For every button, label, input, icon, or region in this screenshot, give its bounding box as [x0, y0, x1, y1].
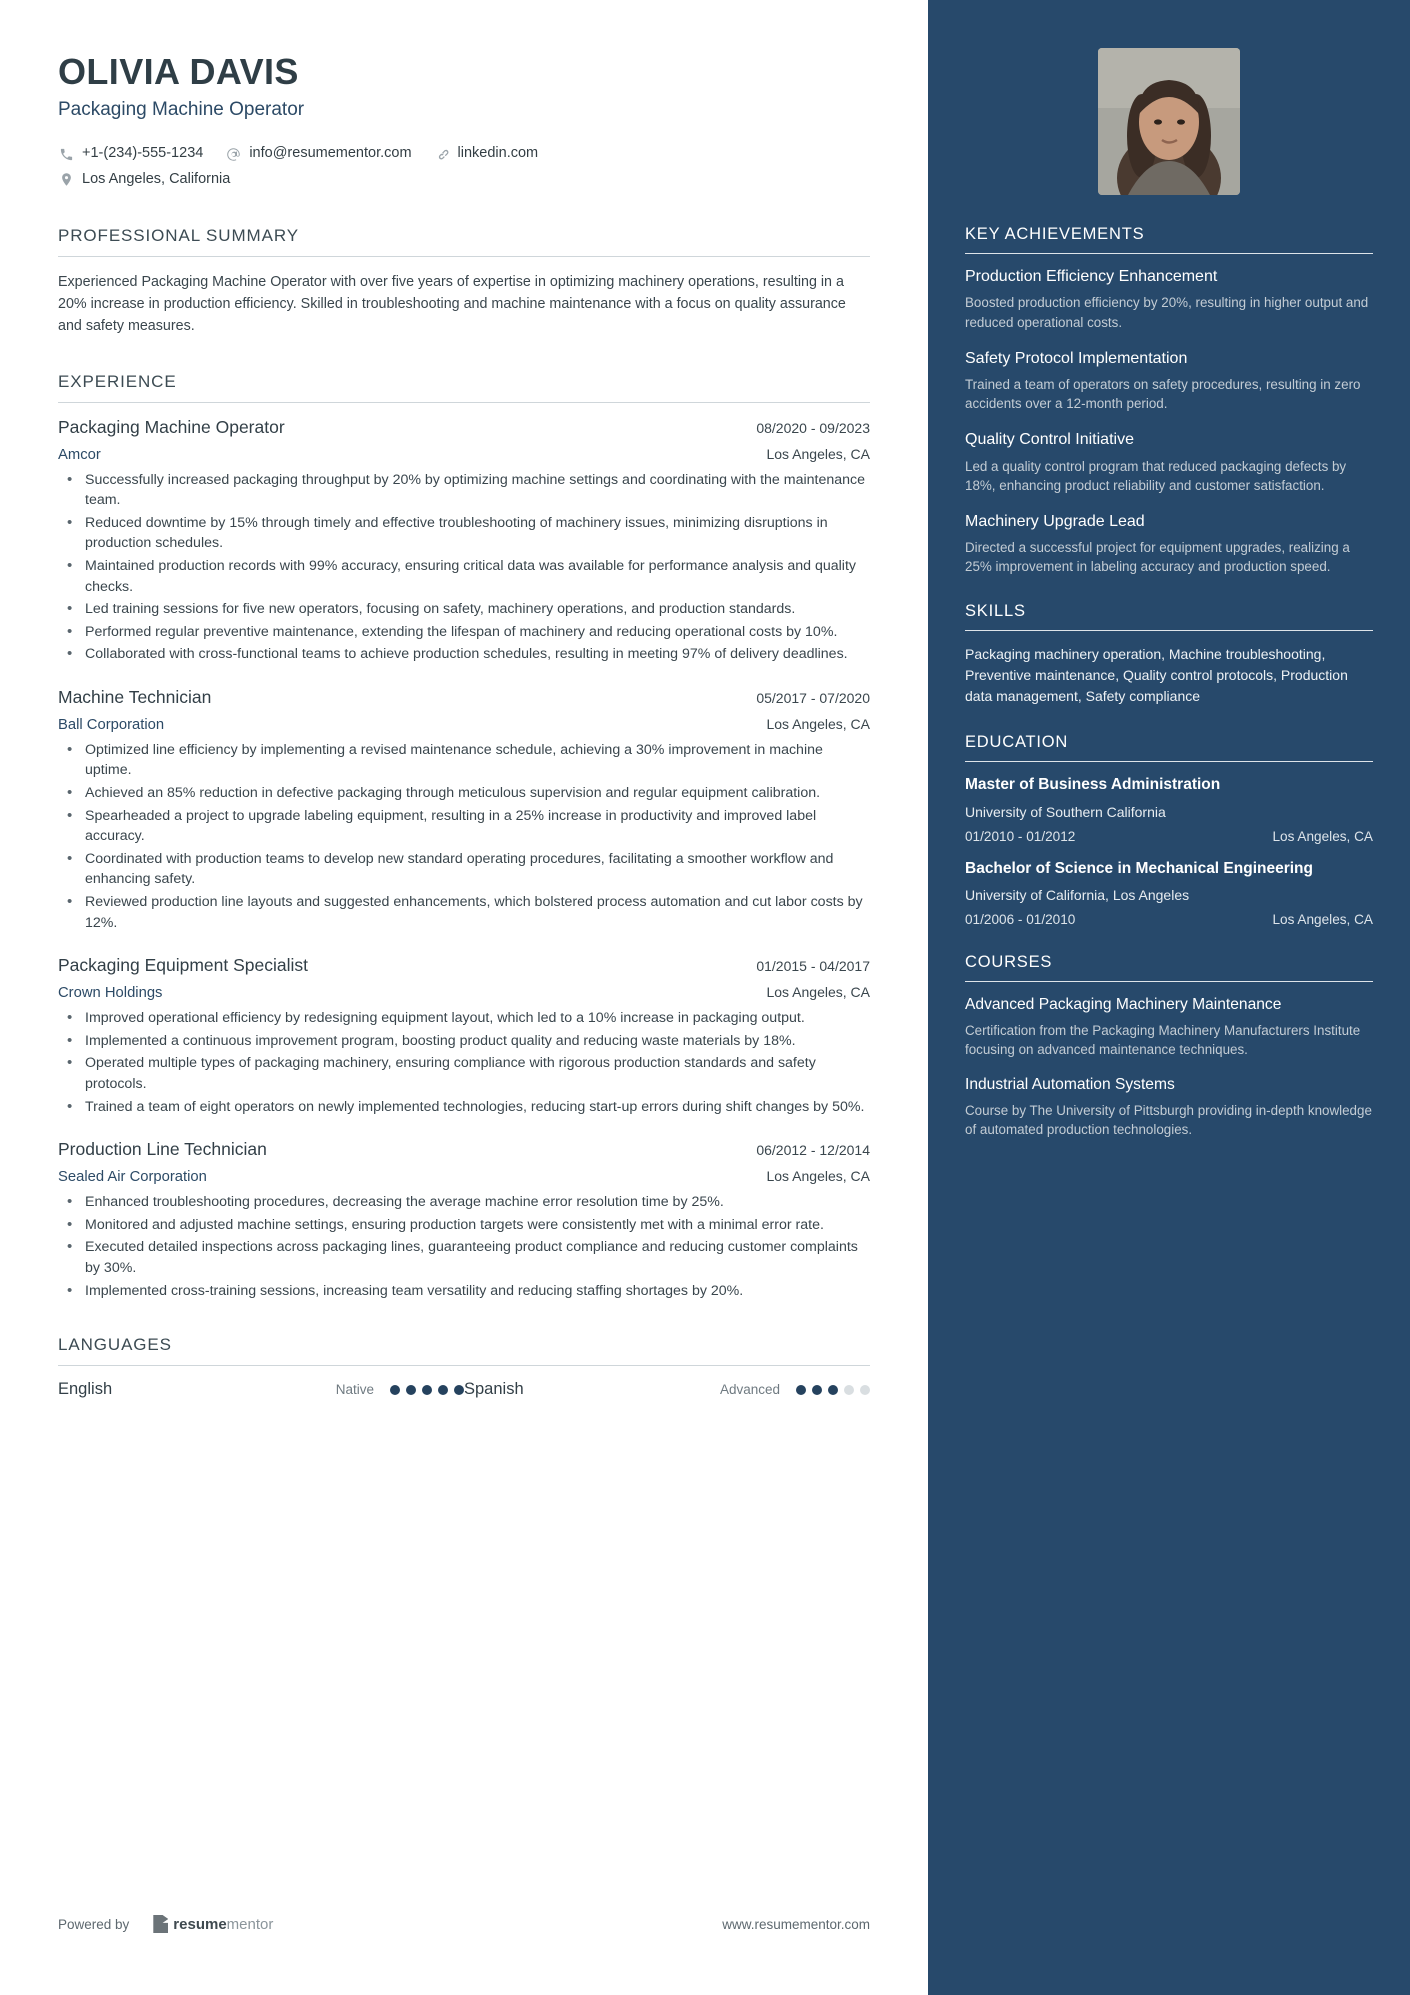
divider: [965, 253, 1373, 254]
job-dates: 08/2020 - 09/2023: [756, 419, 870, 436]
education-item: [965, 775, 1373, 843]
education-degree: Master of Business Administration: [965, 776, 1221, 794]
contact-linkedin[interactable]: [434, 141, 539, 166]
job-bullet: • Achieved an 85% reduction in defective packaging through meticulous supervision and regular equipment calibration.: [58, 783, 870, 804]
section-languages: [58, 1335, 870, 1399]
contact-line-location: [58, 167, 870, 192]
language-rating-dot: [844, 1385, 854, 1395]
job-location: Los Angeles, CA: [766, 715, 870, 732]
job-bullet: • Executed detailed inspections across packaging lines, guaranteeing product compliance and reducing customer complaints by 30%.: [58, 1237, 870, 1278]
education-degree: Bachelor of Science in Mechanical Engineering: [965, 859, 1313, 877]
contact-phone-text: +1-(234)-555-1234: [82, 145, 204, 162]
job-bullet: • Reviewed production line layouts and suggested enhancements, which bolstered process automation and cut labor costs by 12%.: [58, 892, 870, 933]
job-dates: 06/2012 - 12/2014: [756, 1142, 870, 1159]
brand-name-bold: resume: [173, 1915, 227, 1933]
language-item: [464, 1380, 870, 1399]
language-rating-dot: [454, 1385, 464, 1395]
experience-subheader: [58, 984, 870, 1001]
divider: [58, 402, 870, 403]
job-bullet: • Reduced downtime by 15% through timely and effective troubleshooting of machinery issues, minimizing disruptions in production schedules.: [58, 513, 870, 554]
language-rating-dot: [860, 1385, 870, 1395]
experience-subheader: [58, 716, 870, 733]
language-rating: [796, 1385, 870, 1395]
achievement-item: [965, 267, 1373, 332]
resumementor-mark-icon: [153, 1915, 168, 1933]
course-item: [965, 995, 1373, 1059]
language-level: Advanced: [719, 1382, 780, 1398]
course-title: Industrial Automation Systems: [965, 1075, 1175, 1093]
footer: [58, 1915, 870, 1933]
section-heading-experience: EXPERIENCE: [58, 371, 177, 391]
language-rating-dot: [812, 1385, 822, 1395]
job-location: Los Angeles, CA: [766, 1168, 870, 1185]
achievements-list: [965, 267, 1373, 576]
achievement-description: Directed a successful project for equipment upgrades, realizing a 25% improvement in labeling accuracy and production speed.: [965, 540, 1350, 575]
job-bullet: • Operated multiple types of packaging machinery, ensuring compliance with rigorous production standards and safety protocols.: [58, 1053, 870, 1094]
section-heading-courses: COURSES: [965, 952, 1053, 971]
job-bullet: • Improved operational efficiency by redesigning equipment layout, which led to a 10% increase in packaging output.: [58, 1008, 870, 1029]
section-heading-languages: LANGUAGES: [58, 1335, 172, 1355]
education-location: Los Angeles, CA: [1272, 828, 1373, 844]
experience-header: [58, 687, 870, 708]
language-rating: [390, 1385, 464, 1395]
achievement-item: [965, 349, 1373, 414]
powered-by-block: [58, 1915, 273, 1933]
job-role: Production Line Technician: [58, 1139, 267, 1160]
job-bullet: • Successfully increased packaging throughput by 20% by optimizing machine settings and coordinating with the maintenance team.: [58, 470, 870, 511]
powered-by-label: Powered by: [58, 1916, 130, 1932]
education-location: Los Angeles, CA: [1272, 911, 1373, 927]
courses-list: [965, 995, 1373, 1139]
contact-line-primary: [58, 141, 870, 166]
education-school: University of Southern California: [965, 803, 1166, 820]
languages-list: [58, 1380, 870, 1399]
avatar: [1098, 48, 1240, 195]
course-title: Advanced Packaging Machinery Maintenance: [965, 995, 1282, 1013]
section-professional-summary: [58, 226, 870, 337]
job-company: Sealed Air Corporation: [58, 1169, 207, 1186]
section-skills: [965, 602, 1373, 707]
job-bullet: • Coordinated with production teams to develop new standard operating procedures, facilitating a smoother workflow and enhancing safety.: [58, 849, 870, 890]
achievement-description: Trained a team of operators on safety procedures, resulting in zero accidents over a 12-month period.: [965, 377, 1361, 412]
job-bullet: • Implemented cross-training sessions, increasing team versatility and reducing staffing shortages by 20%.: [58, 1281, 870, 1302]
divider: [58, 1365, 870, 1366]
divider: [965, 630, 1373, 631]
education-dates: 01/2006 - 01/2010: [965, 911, 1076, 927]
language-item: [58, 1380, 464, 1399]
contact-email[interactable]: [225, 141, 411, 166]
education-meta: [965, 829, 1373, 844]
section-heading-achievements: KEY ACHIEVEMENTS: [965, 225, 1145, 243]
job-bullets: [58, 1008, 870, 1117]
footer-website[interactable]: www.resumementor.com: [722, 1916, 870, 1932]
job-dates: 01/2015 - 04/2017: [756, 958, 870, 975]
job-bullet: • Spearheaded a project to upgrade labeling equipment, resulting in a 25% increase in productivity and improved label accuracy.: [58, 806, 870, 847]
section-heading-education: EDUCATION: [965, 733, 1069, 752]
experience-header: [58, 955, 870, 976]
section-education: [965, 733, 1373, 927]
language-name: Spanish: [464, 1380, 524, 1399]
experience-item: [58, 1139, 870, 1301]
experience-header: [58, 1139, 870, 1160]
education-school: University of California, Los Angeles: [965, 886, 1190, 903]
link-icon: [434, 146, 451, 163]
achievement-title: Machinery Upgrade Lead: [965, 512, 1145, 530]
course-description: Course by The University of Pittsburgh providing in-depth knowledge of automated production technologies.: [965, 1102, 1372, 1137]
language-rating-dot: [422, 1385, 432, 1395]
job-role: Packaging Machine Operator: [58, 416, 285, 437]
section-key-achievements: [965, 225, 1373, 576]
experience-list: [58, 417, 870, 1302]
achievement-title: Production Efficiency Enhancement: [965, 268, 1218, 285]
education-item: [965, 859, 1373, 927]
contact-linkedin-text: linkedin.com: [457, 145, 539, 162]
experience-item: [58, 687, 870, 933]
contact-info: [58, 141, 870, 192]
section-heading-skills: SKILLS: [965, 602, 1026, 621]
job-bullet: • Led training sessions for five new operators, focusing on safety, machinery operations, and production standards.: [58, 599, 870, 620]
job-company: Crown Holdings: [58, 985, 163, 1002]
course-description: Certification from the Packaging Machinery Manufacturers Institute focusing on advanced maintenance techniques.: [965, 1022, 1361, 1057]
avatar-container: [965, 48, 1373, 195]
section-experience: [58, 372, 870, 1302]
course-item: [965, 1075, 1373, 1139]
location-pin-icon: [58, 171, 75, 188]
education-list: [965, 775, 1373, 927]
job-bullets: [58, 470, 870, 665]
achievement-title: Quality Control Initiative: [965, 431, 1134, 449]
education-meta: [965, 912, 1373, 927]
language-level: Native: [335, 1382, 374, 1398]
job-bullet: • Enhanced troubleshooting procedures, decreasing the average machine error resolution time by 25%.: [58, 1192, 870, 1213]
job-company: Ball Corporation: [58, 716, 165, 733]
experience-item: [58, 417, 870, 665]
experience-subheader: [58, 1168, 870, 1185]
achievement-description: Boosted production efficiency by 20%, resulting in higher output and reduced operational costs.: [965, 295, 1369, 330]
job-title-subtitle: Packaging Machine Operator: [58, 99, 305, 121]
divider: [965, 761, 1373, 762]
achievement-title: Safety Protocol Implementation: [965, 349, 1188, 367]
divider: [58, 256, 870, 257]
sidebar: [928, 0, 1410, 1995]
resumementor-logo: [153, 1915, 273, 1933]
achievement-item: [965, 512, 1373, 577]
summary-text: Experienced Packaging Machine Operator with over five years of expertise in optimizing machinery operations, resulting in a 20% increase in production efficiency. Skilled in troubleshooting and machine maintenance with a focus on quality assurance and safety measures.: [58, 274, 846, 335]
experience-subheader: [58, 446, 870, 463]
job-bullet: • Implemented a continuous improvement program, boosting product quality and reducing waste materials by 18%.: [58, 1031, 870, 1052]
brand-name-light: mentor: [226, 1915, 274, 1933]
language-rating-dot: [438, 1385, 448, 1395]
phone-icon: [58, 146, 75, 163]
job-bullet: • Trained a team of eight operators on newly implemented technologies, reducing start-up errors during shift changes by 50%.: [58, 1097, 870, 1118]
language-rating-dot: [390, 1385, 400, 1395]
skills-text: Packaging machinery operation, Machine troubleshooting, Preventive maintenance, Quality control protocols, Production data management, Safety compliance: [965, 646, 1348, 705]
job-bullet: • Monitored and adjusted machine settings, ensuring production targets were consistently met with a minimal error rate.: [58, 1215, 870, 1236]
experience-header: [58, 417, 870, 438]
language-rating-dot: [828, 1385, 838, 1395]
job-bullet: • Collaborated with cross-functional teams to achieve production schedules, resulting in meeting 97% of delivery deadlines.: [58, 644, 870, 665]
contact-phone[interactable]: [58, 141, 203, 166]
language-rating-dot: [406, 1385, 416, 1395]
job-company: Amcor: [58, 446, 101, 463]
job-bullet: • Optimized line efficiency by implementing a revised maintenance schedule, achieving a 30% improvement in machine uptime.: [58, 740, 870, 781]
email-icon: [225, 146, 242, 163]
job-role: Packaging Equipment Specialist: [58, 955, 309, 976]
achievement-item: [965, 430, 1373, 495]
education-dates: 01/2010 - 01/2012: [965, 828, 1076, 844]
language-rating-dot: [796, 1385, 806, 1395]
job-role: Machine Technician: [58, 686, 212, 707]
page-title: OLIVIA DAVIS: [58, 51, 299, 92]
contact-location: [58, 167, 230, 192]
section-heading-summary: PROFESSIONAL SUMMARY: [58, 226, 299, 246]
job-location: Los Angeles, CA: [766, 445, 870, 462]
job-bullet: • Performed regular preventive maintenance, extending the lifespan of machinery and reducing operational costs by 10%.: [58, 622, 870, 643]
job-bullets: [58, 740, 870, 933]
section-courses: [965, 953, 1373, 1139]
language-name: English: [58, 1380, 113, 1399]
achievement-description: Led a quality control program that reduced packaging defects by 18%, enhancing product reliability and customer satisfaction.: [965, 458, 1347, 493]
experience-item: [58, 955, 870, 1117]
contact-location-text: Los Angeles, California: [82, 170, 231, 187]
job-bullets: [58, 1192, 870, 1301]
divider: [965, 981, 1373, 982]
contact-email-text: info@resumementor.com: [249, 145, 412, 162]
job-location: Los Angeles, CA: [766, 984, 870, 1001]
job-bullet: • Maintained production records with 99% accuracy, ensuring critical data was available for performance analysis and quality checks.: [58, 556, 870, 597]
job-dates: 05/2017 - 07/2020: [756, 689, 870, 706]
